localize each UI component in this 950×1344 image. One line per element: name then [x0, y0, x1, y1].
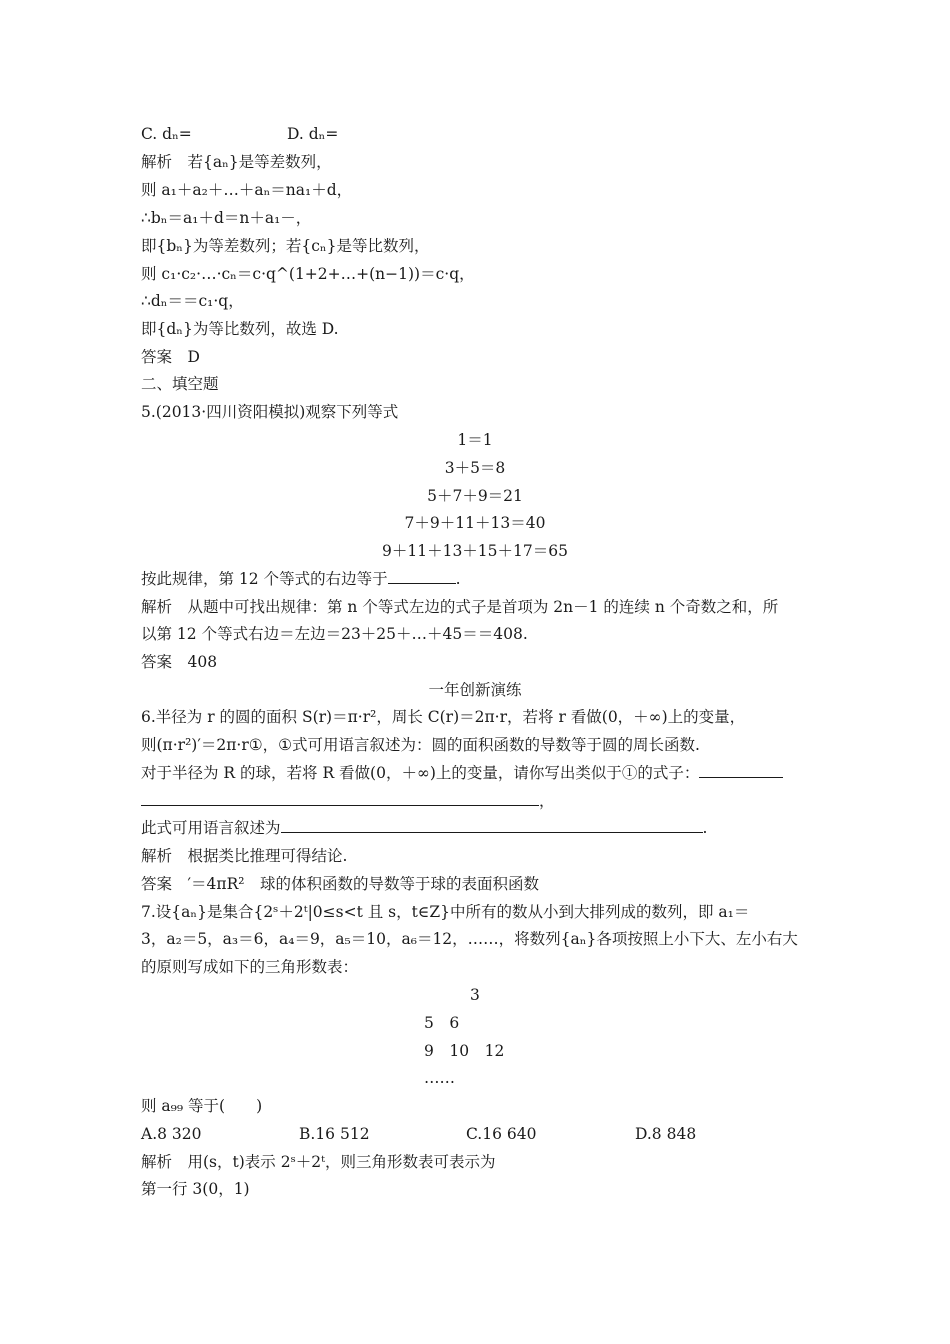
text-line: 则 c₁·c₂·…·cₙ＝c·q^(1+2+…+(n−1))＝c·q， — [141, 265, 475, 283]
option-a: A.8 320 — [141, 1125, 202, 1143]
triangle-row-3: 9 10 12 — [424, 1042, 505, 1060]
text-line: 以第 12 个等式右边＝左边＝23＋25＋…＋45＝＝408. — [141, 625, 528, 643]
answer-line: 答案 ′＝4πR² 球的体积函数的导数等于球的表面积函数 — [141, 875, 539, 893]
answer-line: 答案 408 — [141, 653, 218, 671]
question-line: 则 a₉₉ 等于( ) — [141, 1097, 263, 1115]
option-d: D.8 848 — [635, 1125, 697, 1143]
text-line: ∴bₙ＝a₁＋d＝n＋a₁－， — [141, 209, 312, 227]
section-heading: 二、填空题 — [141, 375, 219, 393]
text-line: 第一行 3(0，1) — [141, 1180, 250, 1198]
analysis-line: 解析 根据类比推理可得结论. — [141, 847, 348, 865]
option-c-line: C. dₙ= — [141, 125, 192, 143]
text-line: ∴dₙ＝＝c₁·q， — [141, 292, 244, 310]
equation-5: 9＋11＋13＋15＋17＝65 — [382, 542, 568, 560]
answer-blank — [699, 763, 783, 778]
period: . — [455, 570, 461, 588]
answer-blank — [141, 791, 539, 806]
text-line: 则 a₁＋a₂＋…＋aₙ＝na₁＋d， — [141, 181, 353, 199]
question-text: 按此规律，第 12 个等式的右边等于 — [141, 570, 388, 588]
option-b: B.16 512 — [299, 1125, 370, 1143]
text-line: 即{dₙ}为等比数列，故选 D. — [141, 320, 339, 338]
text-line: 则(π·r²)′＝2π·r①，①式可用语言叙述为：圆的面积函数的导数等于圆的周长函数. — [141, 736, 700, 754]
analysis-line: 解析 若{aₙ}是等差数列， — [141, 153, 332, 171]
text-line: 的原则写成如下的三角形数表： — [141, 958, 359, 976]
answer-blank — [388, 569, 456, 584]
analysis-line: 解析 从题中可找出规律：第 n 个等式左边的式子是首项为 2n－1 的连续 n 个奇数之和，所 — [141, 598, 779, 616]
text-line: 即{bₙ}为等差数列；若{cₙ}是等比数列， — [141, 237, 430, 255]
problem-6-line: 6.半径为 r 的圆的面积 S(r)＝π·r²，周长 C(r)＝2π·r，若将 r 看做(0，＋∞)上的变量， — [141, 708, 746, 726]
option-c: C.16 640 — [466, 1125, 537, 1143]
triangle-row-4: …… — [424, 1069, 455, 1087]
triangle-row-2: 5 6 — [424, 1014, 460, 1032]
problem-5-title: 5.(2013·四川资阳模拟)观察下列等式 — [141, 403, 399, 421]
comma: ， — [539, 792, 555, 810]
question-text: 对于半径为 R 的球，若将 R 看做(0，＋∞)上的变量，请你写出类似于①的式子： — [141, 764, 700, 782]
analysis-line: 解析 用(s，t)表示 2ˢ＋2ᵗ，则三角形数表可表示为 — [141, 1153, 496, 1171]
option-d-line: D. dₙ= — [287, 125, 339, 143]
equation-3: 5＋7＋9＝21 — [427, 487, 523, 505]
section-title: 一年创新演练 — [428, 681, 522, 699]
period: . — [702, 819, 708, 837]
text-line — [141, 763, 783, 783]
text-line: 3，a₂＝5，a₃＝6，a₄＝9，a₅＝10，a₆＝12，……，将数列{aₙ}各项按照上小下大、左小右大 — [141, 930, 798, 948]
answer-blank — [281, 818, 703, 833]
triangle-row-1: 3 — [470, 986, 480, 1004]
answer-line: 答案 D — [141, 348, 200, 366]
question-text: 此式可用语言叙述为 — [141, 819, 281, 837]
problem-5-question — [141, 569, 461, 589]
blank-line — [141, 791, 555, 811]
text-line — [141, 818, 707, 838]
equation-1: 1＝1 — [457, 431, 493, 449]
equation-2: 3＋5＝8 — [444, 459, 506, 477]
equation-4: 7＋9＋11＋13＝40 — [404, 514, 546, 532]
problem-7-line: 7.设{aₙ}是集合{2ˢ＋2ᵗ|0≤s<t 且 s，t∈Z}中所有的数从小到大排列成的数列，即 a₁＝ — [141, 903, 750, 921]
